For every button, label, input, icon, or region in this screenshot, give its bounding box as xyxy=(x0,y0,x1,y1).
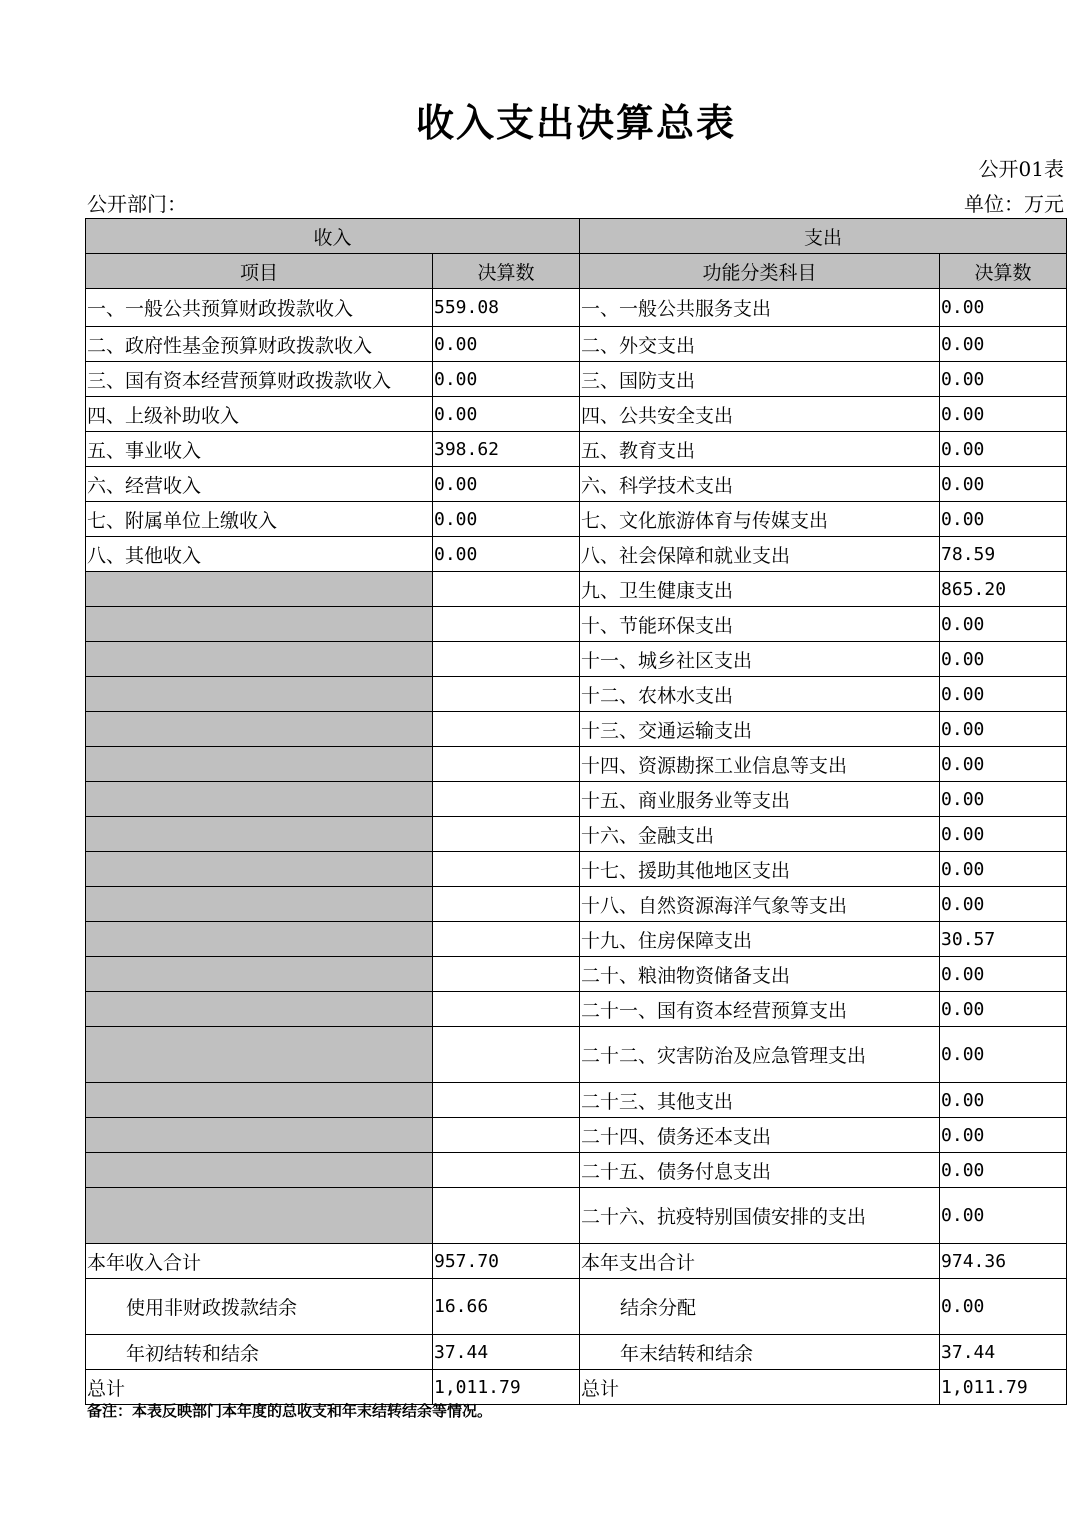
income-item: 七、附属单位上缴收入 xyxy=(86,502,433,537)
expense-item: 十二、农林水支出 xyxy=(580,677,940,712)
table-row xyxy=(86,1027,1067,1083)
summary-expense-amount: 0.00 xyxy=(940,1279,1067,1335)
summary-income-item: 年初结转和结余 xyxy=(86,1335,433,1370)
expense-item: 二十四、债务还本支出 xyxy=(580,1118,940,1153)
income-amount xyxy=(433,992,580,1027)
income-item xyxy=(86,817,433,852)
income-item xyxy=(86,1188,433,1244)
summary-expense-amount: 37.44 xyxy=(940,1335,1067,1370)
expense-amount: 0.00 xyxy=(940,677,1067,712)
header-income: 收入 xyxy=(86,219,580,254)
table-row xyxy=(86,957,1067,992)
income-item: 二、政府性基金预算财政拨款收入 xyxy=(86,327,433,362)
table-row xyxy=(86,467,1067,502)
income-item xyxy=(86,712,433,747)
table-row xyxy=(86,289,1067,327)
expense-item: 二十三、其他支出 xyxy=(580,1083,940,1118)
income-item xyxy=(86,992,433,1027)
table-row xyxy=(86,677,1067,712)
income-amount xyxy=(433,1118,580,1153)
expense-amount: 0.00 xyxy=(940,957,1067,992)
summary-expense-item: 年末结转和结余 xyxy=(580,1335,940,1370)
expense-item: 八、社会保障和就业支出 xyxy=(580,537,940,572)
expense-item: 二十五、债务付息支出 xyxy=(580,1153,940,1188)
income-amount xyxy=(433,1083,580,1118)
expense-item: 十六、金融支出 xyxy=(580,817,940,852)
summary-income-amount: 16.66 xyxy=(433,1279,580,1335)
header-func-class: 功能分类科目 xyxy=(580,254,940,289)
income-item: 五、事业收入 xyxy=(86,432,433,467)
expense-item: 二十二、灾害防治及应急管理支出 xyxy=(580,1027,940,1083)
expense-item: 十三、交通运输支出 xyxy=(580,712,940,747)
income-amount: 0.00 xyxy=(433,327,580,362)
income-amount xyxy=(433,782,580,817)
expense-item: 十、节能环保支出 xyxy=(580,607,940,642)
income-amount: 398.62 xyxy=(433,432,580,467)
income-amount: 0.00 xyxy=(433,362,580,397)
header-expense: 支出 xyxy=(580,219,1067,254)
income-item xyxy=(86,1153,433,1188)
summary-expense-item: 总计 xyxy=(580,1370,940,1405)
table-row xyxy=(86,607,1067,642)
income-item xyxy=(86,607,433,642)
summary-income-amount: 1,011.79 xyxy=(433,1370,580,1405)
income-item xyxy=(86,747,433,782)
expense-item: 十一、城乡社区支出 xyxy=(580,642,940,677)
table-row xyxy=(86,1188,1067,1244)
income-item xyxy=(86,677,433,712)
table-row xyxy=(86,852,1067,887)
expense-amount: 0.00 xyxy=(940,992,1067,1027)
income-amount xyxy=(433,642,580,677)
expense-item: 十四、资源勘探工业信息等支出 xyxy=(580,747,940,782)
income-amount xyxy=(433,572,580,607)
income-amount xyxy=(433,922,580,957)
expense-amount: 0.00 xyxy=(940,362,1067,397)
summary-expense-item: 本年支出合计 xyxy=(580,1244,940,1279)
income-amount xyxy=(433,607,580,642)
income-amount xyxy=(433,1188,580,1244)
expense-amount: 0.00 xyxy=(940,1027,1067,1083)
income-item xyxy=(86,887,433,922)
table-row xyxy=(86,887,1067,922)
summary-income-item: 总计 xyxy=(86,1370,433,1405)
table-row xyxy=(86,537,1067,572)
summary-expense-amount: 974.36 xyxy=(940,1244,1067,1279)
expense-item: 二、外交支出 xyxy=(580,327,940,362)
expense-amount: 0.00 xyxy=(940,712,1067,747)
expense-amount: 0.00 xyxy=(940,607,1067,642)
income-amount xyxy=(433,1027,580,1083)
income-item xyxy=(86,922,433,957)
expense-amount: 0.00 xyxy=(940,327,1067,362)
income-item: 三、国有资本经营预算财政拨款收入 xyxy=(86,362,433,397)
expense-amount: 0.00 xyxy=(940,782,1067,817)
summary-income-amount: 957.70 xyxy=(433,1244,580,1279)
expense-amount: 0.00 xyxy=(940,887,1067,922)
expense-item: 四、公共安全支出 xyxy=(580,397,940,432)
header-item: 项目 xyxy=(86,254,433,289)
table-row xyxy=(86,747,1067,782)
income-amount xyxy=(433,817,580,852)
expense-amount: 0.00 xyxy=(940,502,1067,537)
income-amount xyxy=(433,957,580,992)
expense-amount: 0.00 xyxy=(940,289,1067,327)
table-row xyxy=(86,572,1067,607)
expense-item: 十七、援助其他地区支出 xyxy=(580,852,940,887)
department-label: 公开部门： xyxy=(87,192,187,216)
summary-expense-amount: 1,011.79 xyxy=(940,1370,1067,1405)
expense-item: 七、文化旅游体育与传媒支出 xyxy=(580,502,940,537)
page-title: 收入支出决算总表 xyxy=(415,100,736,145)
income-amount: 0.00 xyxy=(433,537,580,572)
header-amount: 决算数 xyxy=(433,254,580,289)
expense-item: 二十、粮油物资储备支出 xyxy=(580,957,940,992)
expense-item: 二十一、国有资本经营预算支出 xyxy=(580,992,940,1027)
expense-item: 三、国防支出 xyxy=(580,362,940,397)
income-item: 八、其他收入 xyxy=(86,537,433,572)
table-row xyxy=(86,1153,1067,1188)
income-expense-table xyxy=(85,218,1067,1405)
table-row xyxy=(86,397,1067,432)
expense-amount: 0.00 xyxy=(940,467,1067,502)
income-amount xyxy=(433,852,580,887)
expense-amount: 0.00 xyxy=(940,432,1067,467)
expense-amount: 0.00 xyxy=(940,747,1067,782)
expense-item: 十五、商业服务业等支出 xyxy=(580,782,940,817)
expense-item: 十九、住房保障支出 xyxy=(580,922,940,957)
summary-row xyxy=(86,1279,1067,1335)
footnote: 备注：本表反映部门本年度的总收支和年末结转结余等情况。 xyxy=(87,1402,493,1420)
table-row xyxy=(86,502,1067,537)
income-item xyxy=(86,852,433,887)
expense-amount: 0.00 xyxy=(940,852,1067,887)
table-row xyxy=(86,1118,1067,1153)
table-row xyxy=(86,362,1067,397)
table-row xyxy=(86,817,1067,852)
income-amount: 559.08 xyxy=(433,289,580,327)
expense-item: 十八、自然资源海洋气象等支出 xyxy=(580,887,940,922)
expense-item: 九、卫生健康支出 xyxy=(580,572,940,607)
income-item xyxy=(86,782,433,817)
header-group-row xyxy=(86,219,1067,254)
income-amount xyxy=(433,677,580,712)
income-item xyxy=(86,1118,433,1153)
table-row xyxy=(86,1083,1067,1118)
expense-amount: 78.59 xyxy=(940,537,1067,572)
expense-amount: 0.00 xyxy=(940,642,1067,677)
income-amount xyxy=(433,1153,580,1188)
income-item: 一、一般公共预算财政拨款收入 xyxy=(86,289,433,327)
income-item xyxy=(86,1027,433,1083)
summary-income-amount: 37.44 xyxy=(433,1335,580,1370)
summary-income-item: 本年收入合计 xyxy=(86,1244,433,1279)
table-row xyxy=(86,432,1067,467)
expense-item: 六、科学技术支出 xyxy=(580,467,940,502)
income-item xyxy=(86,572,433,607)
expense-item: 二十六、抗疫特别国债安排的支出 xyxy=(580,1188,940,1244)
table-row xyxy=(86,327,1067,362)
table-row xyxy=(86,782,1067,817)
income-amount: 0.00 xyxy=(433,467,580,502)
header-amount-expense: 决算数 xyxy=(940,254,1067,289)
income-item xyxy=(86,957,433,992)
table-row xyxy=(86,642,1067,677)
expense-item: 一、一般公共服务支出 xyxy=(580,289,940,327)
table-row xyxy=(86,712,1067,747)
income-item xyxy=(86,1083,433,1118)
form-number: 公开01表 xyxy=(978,157,1064,181)
unit-label: 单位：万元 xyxy=(964,192,1064,216)
summary-row xyxy=(86,1335,1067,1370)
table-row xyxy=(86,992,1067,1027)
income-amount: 0.00 xyxy=(433,502,580,537)
expense-amount: 30.57 xyxy=(940,922,1067,957)
income-amount: 0.00 xyxy=(433,397,580,432)
expense-amount: 0.00 xyxy=(940,1083,1067,1118)
income-amount xyxy=(433,712,580,747)
expense-item: 五、教育支出 xyxy=(580,432,940,467)
summary-income-item: 使用非财政拨款结余 xyxy=(86,1279,433,1335)
expense-amount: 0.00 xyxy=(940,817,1067,852)
expense-amount: 0.00 xyxy=(940,1188,1067,1244)
header-column-row xyxy=(86,254,1067,289)
income-item xyxy=(86,642,433,677)
expense-amount: 0.00 xyxy=(940,1153,1067,1188)
expense-amount: 865.20 xyxy=(940,572,1067,607)
expense-amount: 0.00 xyxy=(940,1118,1067,1153)
income-amount xyxy=(433,747,580,782)
income-amount xyxy=(433,887,580,922)
expense-amount: 0.00 xyxy=(940,397,1067,432)
income-item: 四、上级补助收入 xyxy=(86,397,433,432)
summary-expense-item: 结余分配 xyxy=(580,1279,940,1335)
table-row xyxy=(86,922,1067,957)
income-item: 六、经营收入 xyxy=(86,467,433,502)
summary-row xyxy=(86,1244,1067,1279)
